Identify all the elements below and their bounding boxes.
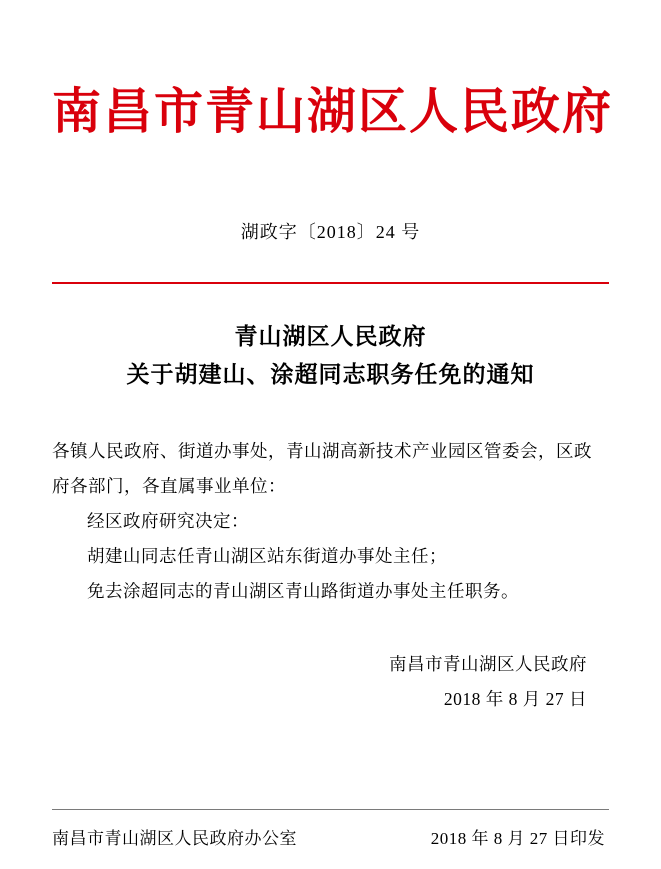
footer-issue-date: 2018 年 8 月 27 日印发 xyxy=(430,829,605,848)
title-line-2: 关于胡建山、涂超同志职务任免的通知 xyxy=(126,360,535,387)
document-title xyxy=(52,318,609,394)
signature-date: 2018 年 8 月 27 日 xyxy=(443,688,587,709)
footer-office: 南昌市青山湖区人民政府办公室 xyxy=(52,829,297,848)
footer-row xyxy=(52,824,609,849)
signature-issuer: 南昌市青山湖区人民政府 xyxy=(389,653,587,674)
body-paragraph-1: 各镇人民政府、街道办事处，青山湖高新技术产业园区管委会，区政府各部门，各直属事业单位： xyxy=(52,440,592,496)
body-paragraph-2: 经区政府研究决定： xyxy=(87,510,249,531)
title-line-1: 青山湖区人民政府 xyxy=(234,322,427,349)
body-paragraph-3: 胡建山同志任青山湖区站东街道办事处主任； xyxy=(87,545,447,566)
document-body xyxy=(52,434,609,609)
red-divider-rule xyxy=(52,282,609,284)
signature-block xyxy=(52,647,609,717)
document-number: 湖政字〔2018〕24 号 xyxy=(240,221,421,242)
masthead-title: 南昌市青山湖区人民政府 xyxy=(52,85,614,139)
footer-divider-rule xyxy=(52,809,609,810)
body-paragraph-4: 免去涂超同志的青山湖区青山路街道办事处主任职务。 xyxy=(87,580,519,601)
document-footer xyxy=(52,809,609,849)
masthead xyxy=(52,0,614,140)
